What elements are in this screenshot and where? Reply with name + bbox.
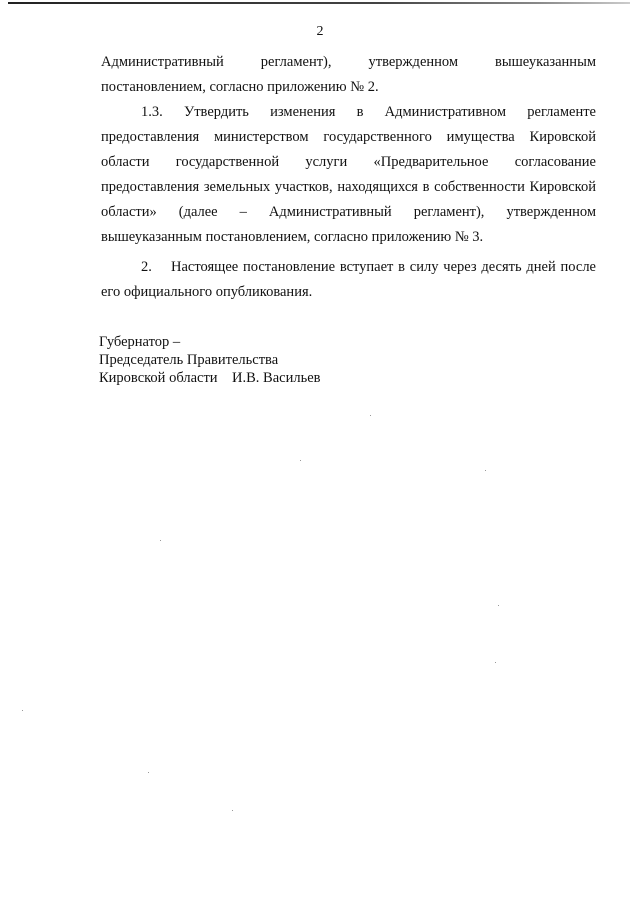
signature-title-chairman: Председатель Правительства [99,352,279,368]
scan-speck [370,415,371,416]
paragraph-continuation: Административный регламент), утвержденном вышеуказанным постановлением, согласно приложению № 2. [101,54,596,95]
signature-title-governor: Губернатор – [99,334,181,350]
scan-speck [160,540,161,541]
signature-block [99,333,321,387]
paragraph-item-2: 2. Настоящее постановление вступает в силу через десять дней после его официального опубликования. [101,259,596,300]
top-border-line [8,2,630,4]
scan-speck [495,662,496,663]
page-number: 2 [316,24,324,39]
signature-region-and-name: Кировской области И.В. Васильев [99,370,321,386]
paragraph-item-1-3: 1.3. Утвердить изменения в Административном регламенте предоставления министерством государственного имущества Кировской области государственной услуги «Предварительное согласование предоставления земельных участков, находящихся в собственности Кировской области» (далее – Административный регламент), утвержденном вышеуказанным постановлением, согласно приложению № 3. [101,104,596,245]
scan-speck [148,772,149,773]
scan-speck [498,605,499,606]
scan-speck [22,710,23,711]
scan-speck [300,460,301,461]
scan-speck [485,470,486,471]
scan-speck [232,810,233,811]
